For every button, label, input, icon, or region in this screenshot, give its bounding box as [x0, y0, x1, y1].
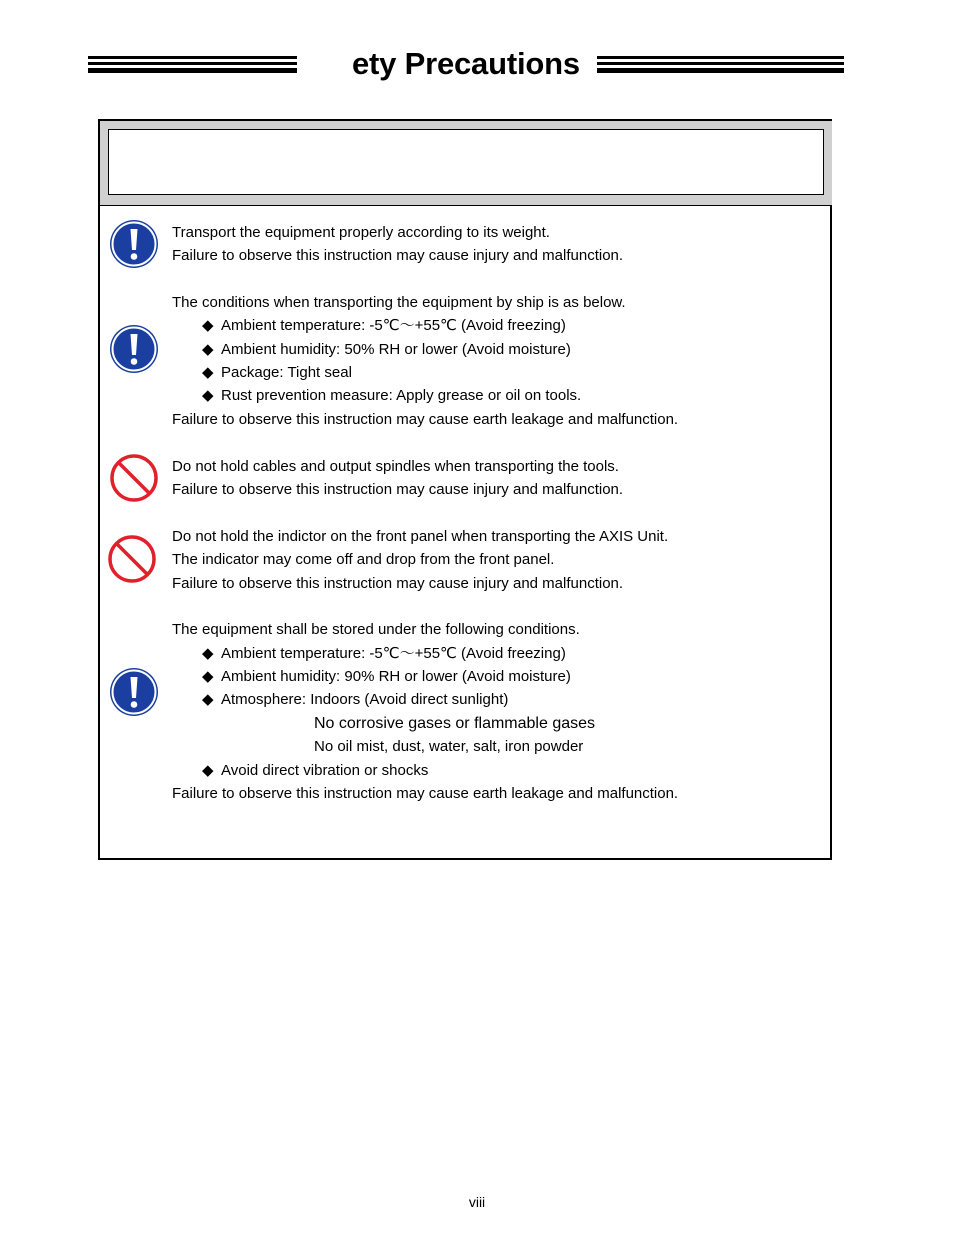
exclamation-icon [108, 323, 160, 375]
section-text: Failure to observe this instruction may cause injury and malfunction. [172, 247, 624, 264]
bullet-item: ◆ Package: Tight seal [202, 364, 352, 381]
bullet-item: ◆ Atmosphere: Indoors (Avoid direct sunlight) [202, 691, 509, 708]
section-outro: Failure to observe this instruction may cause earth leakage and malfunction. [172, 785, 679, 802]
header-rule-right [597, 56, 844, 74]
sub-line: No corrosive gases or flammable gases [314, 715, 596, 732]
prohibited-icon [106, 533, 158, 585]
prohibited-icon [108, 452, 160, 504]
section-text: Do not hold the indictor on the front panel when transporting the AXIS Unit. [172, 528, 669, 545]
section-text: Failure to observe this instruction may cause injury and malfunction. [172, 481, 624, 498]
section-text: Do not hold cables and output spindles when transporting the tools. [172, 458, 619, 475]
sub-line: No oil mist, dust, water, salt, iron powder [314, 738, 584, 755]
bullet-item: ◆ Ambient temperature: -5℃～+55℃ (Avoid freezing) [202, 317, 566, 334]
bullet-item: ◆ Rust prevention measure: Apply grease or oil on tools. [202, 387, 582, 404]
header-rule-left [88, 56, 297, 74]
section-intro: The equipment shall be stored under the following conditions. [172, 621, 580, 638]
bullet-item: ◆ Ambient humidity: 50% RH or lower (Avoid moisture) [202, 341, 571, 358]
exclamation-icon [108, 666, 160, 718]
page-title: ety Precautions [352, 46, 580, 81]
section-text: Transport the equipment properly according to its weight. [172, 224, 550, 241]
page-number: viii [468, 1194, 486, 1210]
section-outro: Failure to observe this instruction may cause earth leakage and malfunction. [172, 411, 679, 428]
section-text: Failure to observe this instruction may cause injury and malfunction. [172, 575, 624, 592]
bullet-item: ◆ Avoid direct vibration or shocks [202, 762, 429, 779]
exclamation-icon [108, 218, 160, 270]
bullet-item: ◆ Ambient temperature: -5℃～+55℃ (Avoid freezing) [202, 645, 566, 662]
section-text: The indicator may come off and drop from the front panel. [172, 551, 555, 568]
bullet-item: ◆ Ambient humidity: 90% RH or lower (Avoid moisture) [202, 668, 571, 685]
banner-panel [108, 129, 824, 195]
section-intro: The conditions when transporting the equipment by ship is as below. [172, 294, 626, 311]
